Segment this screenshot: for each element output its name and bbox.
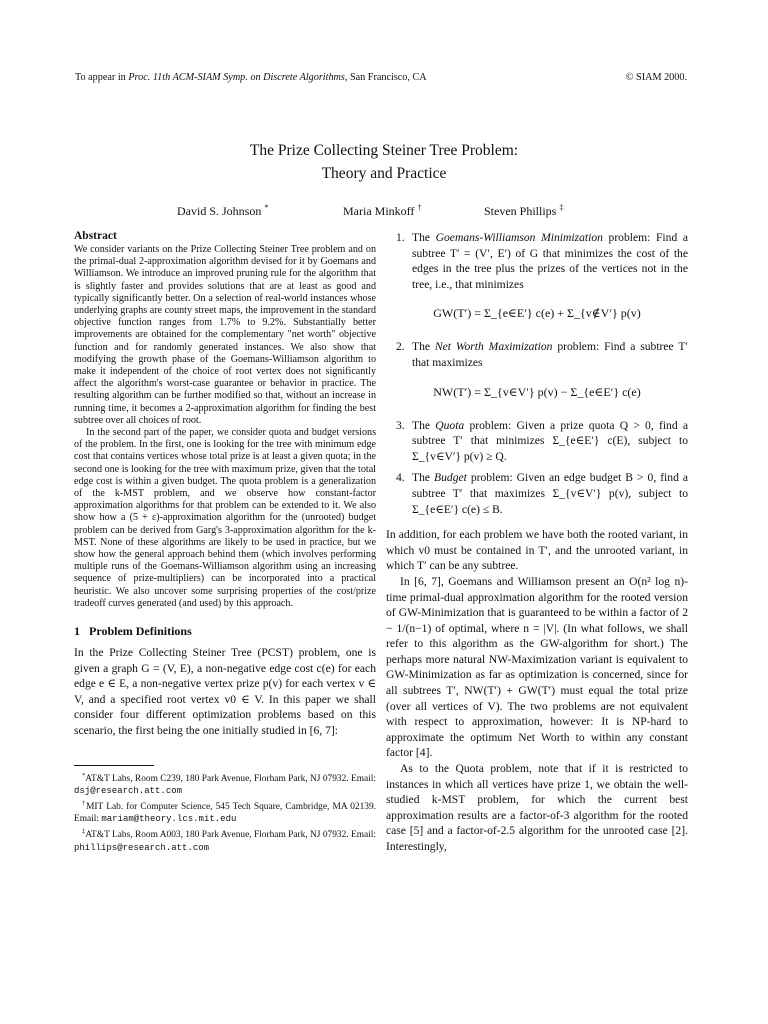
footnote-minkoff: †MIT Lab. for Computer Science, 545 Tech Square, Cambridge, MA 02139. Email: mariam@theory.lcs.mit.edu [74,799,377,825]
title-line-1: The Prize Collecting Steiner Tree Problem: [249,142,519,159]
copyright-note: © SIAM 2000. [625,72,687,83]
author-phillips: Steven Phillips ‡ [484,203,564,218]
left-column [74,230,376,854]
footnote-phillips: ‡AT&T Labs, Room A003, 180 Park Avenue, Florham Park, NJ 07932. Email: phillips@research.att.com [74,827,376,853]
abstract-paragraph-2: In the second part of the paper, we consider quota and budget versions of the problem. In the first, one is looking for the tree with minimum edge cost that contains vertices whose total prize is at least a given quota; in the second one is looking for the tree with maximum prize, given that the total edge cost is within a given budget. The quota problem is a generalization of the k-MST problem, and we observe how constant-factor approximation algorithms for that problem can be extended to it. We also show how a (5 + ε)-approximation algorithm for the (unrooted) budget problem can be derived from Garg's 3-approximation algorithm for the k-MST. None of these algorithms are likely to be used in practice, but we show how the general approach behind them (which involves performing multiple runs of the Goemans-Williamson algorithm using an increasing sequence of prize-multipliers) can be incorporated into a practical heuristic. We also uncover some surprising properties of the cost/prize tradeoff curves generated (and used) by this approach. [74,427,376,609]
author-list [0,203,768,221]
formula-gw: GW(T′) = Σ_{e∈E′} c(e) + Σ_{v∉V′} p(v) [433,306,641,321]
venue-note: To appear in Proc. 11th ACM-SIAM Symp. on Discrete Algorithms, San Francisco, CA [75,72,427,83]
quota-paragraph: As to the Quota problem, note that if it is restricted to instances in which all vertices have prize 1, we obtain the well-studied k-MST problem, for which the current best approximation results are a factor-of-3 algorithm for the rooted case [5] and a factor-of-2.5 algorithm for the unrooted case [2]. Interestingly, [386,762,688,853]
rooted-variant-paragraph: In addition, for each problem we have both the rooted variant, in which v0 must be contained in T′, and the unrooted variant, in which T′ can be any subtree. [386,528,688,573]
paper-title [0,139,768,185]
author-johnson: David S. Johnson * [177,203,269,218]
footnote-rule [74,765,154,766]
venue-name: Proc. 11th ACM-SIAM Symp. on Discrete Algorithms [128,72,345,83]
footnote-johnson: *AT&T Labs, Room C239, 180 Park Avenue, Florham Park, NJ 07932. Email: dsj@research.att.com [74,771,376,797]
formula-nw: NW(T′) = Σ_{v∈V′} p(v) − Σ_{e∈E′} c(e) [433,384,641,399]
email-minkoff[interactable]: mariam@theory.lcs.mit.edu [101,814,237,825]
right-column [386,230,688,855]
author-minkoff: Maria Minkoff † [343,203,422,218]
problem-nw-maximization: 2. The Net Worth Maximization problem: Find a subtree T′ that maximizes [396,340,688,369]
abstract-paragraph-1: We consider variants on the Prize Collecting Steiner Tree problem and on the primal-dual 2-approximation algorithm devised for it by Goemans and Williamson. We introduce an improved pruning rule for the algorithm that is slightly faster and provides solutions that are at least as good and typically significantly better. On a selection of real-world instances whose underlying graphs are county street maps, the improvement in the standard objective function ranges from 1.7% to 9.2%. Substantially better improvements are obtained for the complementary "net worth" objective function and for randomly generated instances. We also show that modifying the growth phase of the Goemans-Williamson algorithm to make it independent of the choice of root vertex does not significantly affect the algorithm's worst-case guarantee or behavior in practice. The resulting algorithm can be further modified so that, without an increase in running time, it becomes a 2-approximation algorithm for finding the best subtree over all choices of root. [74,244,376,426]
problem-gw-minimization: 1. The Goemans-Williamson Minimization problem: Find a subtree T′ = (V′, E′) of G that minimizes the cost of the edges in the tree plus the prizes of the vertices not in the tree, i.e., that minimizes [396,231,688,291]
email-phillips[interactable]: phillips@research.att.com [74,842,210,853]
section-heading: 1 Problem Definitions [74,624,192,639]
gw-algorithm-paragraph: In [6, 7], Goemans and Williamson present an O(n² log n)-time primal-dual approximation algorithm for the rooted version of GW-Minimization that is guaranteed to be within a factor of 2 − 1/(n−1) of optimal, where n = |V|. (In what follows, we shall refer to this algorithm as the GW-algorithm for short.) The perhaps more natural NW-Maximization variant is equivalent to GW-Minimization as far as optimization is concerned, since for all subtrees T′, NW(T′) + GW(T′) must equal the total prize (over all vertices of V). The two problems are not equivalent with respect to approximation, however: It is NP-hard to approximate the optimum Net Worth to within any constant factor [4]. [386,574,688,760]
problem-quota: 3. The Quota problem: Given a prize quota Q > 0, find a subtree T′ that minimizes Σ_{e∈E′} c(E), subject to Σ_{v∈V′} p(v) ≥ Q. [396,418,688,463]
problem-budget: 4. The Budget problem: Given an edge budget B > 0, find a subtree T′ that maximizes Σ_{v∈V′} p(v), subject to Σ_{e∈E′} c(e) ≤ B. [396,471,688,516]
abstract-heading: Abstract [74,230,117,242]
section-1-paragraph: In the Prize Collecting Steiner Tree (PCST) problem, one is given a graph G = (V, E), a non-negative edge cost c(e) for each edge e ∈ E, a non-negative vertex prize p(v) for each vertex v ∈ V, and a specified root vertex v0 ∈ V. In this paper we shall consider four different optimization problems based on this scenario, the first being the one initially studied in [6, 7]: [74,646,376,738]
email-johnson[interactable]: dsj@research.att.com [74,786,183,797]
title-line-2: Theory and Practice [321,165,447,182]
abstract [74,230,376,610]
